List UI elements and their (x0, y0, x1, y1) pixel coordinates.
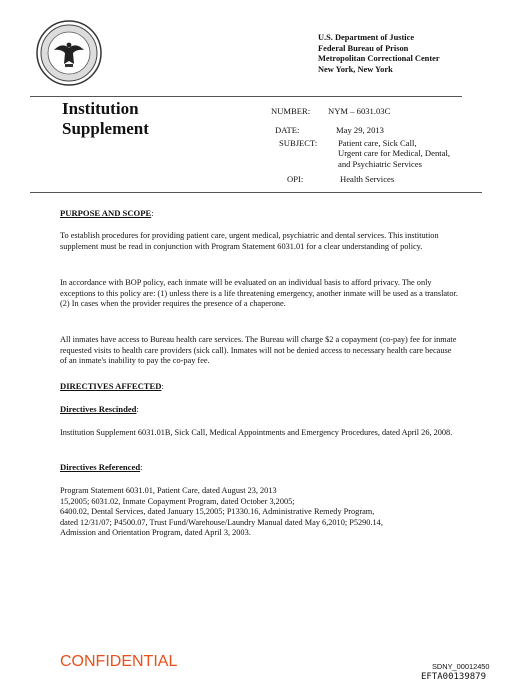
mid-rule (30, 192, 482, 193)
doj-seal-icon (36, 20, 102, 86)
subject-value (338, 138, 450, 169)
subject-line: Urgent care for Medical, Dental, (338, 148, 450, 159)
paragraph-text: In accordance with BOP policy, each inmate will be evaluated on an individual basis to afford privacy. The only exceptions to this policy are: (1) unless there is a life threatening emergency, another inmate will be used as a translator. (2) In cases when the provider requires the presence of a chaperone. (60, 278, 458, 309)
referenced-list (60, 486, 480, 539)
agency-line: Metropolitan Correctional Center (318, 54, 440, 64)
purpose-heading-line (60, 208, 458, 220)
date-value: May 29, 2013 (336, 125, 384, 135)
opi-label: OPI: (287, 174, 304, 184)
date-label: DATE: (275, 125, 300, 135)
paragraph-copay (60, 335, 458, 367)
referenced-line: 15,2005; 6031.02, Inmate Copayment Program, dated October 3,2005; (60, 496, 295, 506)
number-label: NUMBER: (271, 106, 311, 116)
directives-affected-heading: DIRECTIVES AFFECTED (60, 381, 162, 391)
referenced-line: Admission and Orientation Program, dated April 3, 2003. (60, 528, 251, 538)
agency-line: Federal Bureau of Prison (318, 43, 409, 53)
top-rule (30, 96, 462, 97)
heading-colon: : (136, 405, 139, 414)
paragraph-privacy (60, 278, 458, 310)
number-value: NYM – 6031.03C (328, 106, 391, 116)
referenced-heading-line (60, 462, 458, 474)
referenced-line: Program Statement 6031.01, Patient Care, dated August 23, 2013 (60, 486, 277, 495)
subject-label: SUBJECT: (279, 138, 318, 148)
confidential-stamp: CONFIDENTIAL (60, 653, 178, 670)
subject-line: Patient care, Sick Call, (338, 138, 417, 148)
agency-line: U.S. Department of Justice (318, 33, 415, 42)
referenced-line: 6400.02, Dental Services, dated January 15,2005; P1330.16, Administrative Remedy Program, (60, 507, 375, 517)
paragraph-text: All inmates have access to Bureau health care services. The Bureau will charge $2 a copayment (co-pay) fee for inmate requested visits to health care providers (sick call). Inmates will not be denied access to necessary health care because of an inmate's inability to pay the co-pay fee. (60, 335, 457, 366)
opi-value: Health Services (340, 174, 395, 184)
subject-line: and Psychiatric Services (338, 158, 423, 169)
paragraph-rescinded (60, 428, 458, 439)
bates-number-efta: EFTA00139879 (421, 672, 487, 682)
agency-block (318, 33, 440, 75)
referenced-line: dated 12/31/07; P4500.07, Trust Fund/Warehouse/Laundry Manual dated May 6,2010; P5290.14, (60, 517, 383, 527)
agency-line: New York, New York (318, 64, 393, 74)
title-line: Supplement (62, 119, 149, 138)
heading-colon: : (151, 209, 154, 218)
purpose-heading: PURPOSE AND SCOPE (60, 208, 152, 218)
paragraph-text: Institution Supplement 6031.01B, Sick Call, Medical Appointments and Emergency Procedures, dated April 26, 2008. (60, 428, 453, 437)
document-title (62, 99, 149, 139)
rescinded-heading-line (60, 404, 458, 416)
paragraph-text: To establish procedures for providing patient care, urgent medical, psychiatric and dental services. This institution supplement must be read in conjunction with Program Statement 6031.01 for a clear understanding of policy. (60, 231, 439, 251)
directives-rescinded-heading: Directives Rescinded (60, 404, 137, 414)
paragraph-purpose (60, 231, 458, 252)
heading-colon: : (140, 463, 143, 472)
title-line: Institution (62, 99, 139, 118)
bates-number-sdny: SDNY_00012450 (432, 662, 490, 671)
directives-heading-line (60, 381, 458, 393)
heading-colon: : (161, 382, 164, 391)
directives-referenced-heading: Directives Referenced (60, 462, 141, 472)
